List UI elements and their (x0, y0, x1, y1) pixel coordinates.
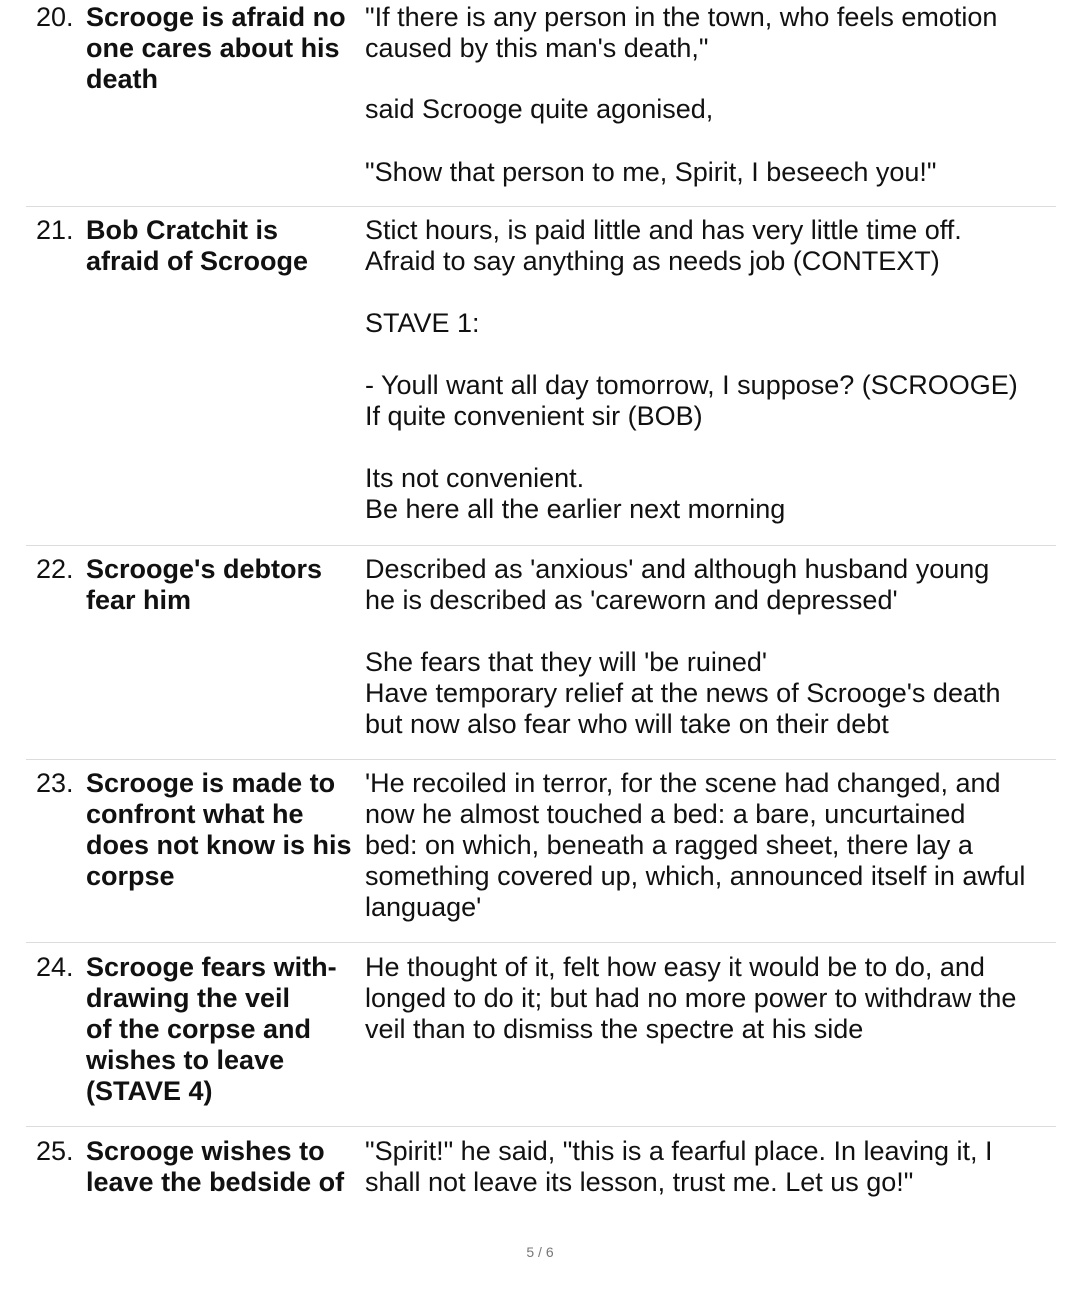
text-line: Stict hours, is paid little and has very little time off. (365, 215, 962, 245)
text-line: bed: on which, beneath a ragged sheet, there lay a (365, 830, 973, 860)
text-line: Its not convenient. (365, 463, 585, 493)
entry-number: 22. (36, 554, 74, 584)
quote-paragraph (365, 157, 936, 188)
text-line: "Show that person to me, Spirit, I beseech you!" (365, 157, 937, 187)
text-line: shall not leave its lesson, trust me. Let us go!" (365, 1167, 914, 1197)
entry-number: 24. (36, 952, 74, 982)
text-line: STAVE 1: (365, 308, 480, 338)
text-line: "Spirit!" he said, "this is a fearful place. In leaving it, I (365, 1136, 993, 1166)
quote-paragraph (365, 94, 713, 125)
text-line: Be here all the earlier next morning (365, 494, 786, 524)
term-line: Scrooge's debtors (86, 554, 322, 584)
text-line: Described as 'anxious' and although husband young (365, 554, 990, 584)
divider (26, 1126, 1056, 1127)
text-line: "If there is any person in the town, who feels emotion (365, 2, 998, 32)
term-line: leave the bedside of (86, 1167, 345, 1197)
quote-paragraph (365, 647, 1001, 740)
term-line: corpse (86, 861, 175, 891)
entry-term (86, 215, 371, 277)
term-line: Scrooge wishes to (86, 1136, 325, 1166)
text-line: Have temporary relief at the news of Scrooge's death (365, 678, 1001, 708)
text-line: He thought of it, felt how easy it would be to do, and (365, 952, 985, 982)
entry-term (86, 952, 371, 1107)
text-line: language' (365, 892, 482, 922)
term-line: wishes to leave (86, 1045, 285, 1075)
term-line: drawing the veil (86, 983, 291, 1013)
text-line: longed to do it; but had no more power to withdraw the (365, 983, 1017, 1013)
divider (26, 942, 1056, 943)
term-line: does not know is his (86, 830, 352, 860)
entry-term (86, 554, 371, 616)
divider (26, 206, 1056, 207)
term-line: afraid of Scrooge (86, 246, 309, 276)
entry-number: 20. (36, 2, 74, 32)
term-line: confront what he (86, 799, 304, 829)
entry-term (86, 2, 371, 95)
text-line: he is described as 'careworn and depressed' (365, 585, 898, 615)
text-line: - Youll want all day tomorrow, I suppose? (SCROOGE) (365, 370, 1018, 400)
term-line: Scrooge is made to (86, 768, 336, 798)
term-line: (STAVE 4) (86, 1076, 213, 1106)
quote-paragraph (365, 2, 997, 64)
text-line: Afraid to say anything as needs job (CONTEXT) (365, 246, 940, 276)
quote-paragraph (365, 768, 1025, 923)
quote-paragraph (365, 1136, 993, 1198)
text-line: caused by this man's death," (365, 33, 709, 63)
quote-paragraph (365, 952, 1016, 1045)
text-line: If quite convenient sir (BOB) (365, 401, 703, 431)
page-indicator: 5 / 6 (526, 1244, 554, 1260)
quote-paragraph (365, 370, 1018, 432)
term-line: Bob Cratchit is (86, 215, 279, 245)
text-line: now he almost touched a bed: a bare, uncurtained (365, 799, 966, 829)
quote-paragraph (365, 308, 480, 339)
text-line: something covered up, which, announced itself in awful (365, 861, 1026, 891)
text-line: said Scrooge quite agonised, (365, 94, 714, 124)
text-line: 'He recoiled in terror, for the scene had changed, and (365, 768, 1001, 798)
text-line: She fears that they will 'be ruined' (365, 647, 768, 677)
entry-term (86, 1136, 371, 1198)
quote-paragraph (365, 463, 785, 525)
term-line: fear him (86, 585, 192, 615)
quote-paragraph (365, 554, 989, 616)
divider (26, 759, 1056, 760)
term-line: death (86, 64, 159, 94)
entry-number: 23. (36, 768, 74, 798)
entry-number: 25. (36, 1136, 74, 1166)
entry-term (86, 768, 371, 892)
term-line: of the corpse and (86, 1014, 312, 1044)
term-line: Scrooge fears with- (86, 952, 337, 982)
term-line: one cares about his (86, 33, 340, 63)
divider (26, 545, 1056, 546)
text-line: but now also fear who will take on their debt (365, 709, 889, 739)
text-line: veil than to dismiss the spectre at his side (365, 1014, 864, 1044)
term-line: Scrooge is afraid no (86, 2, 346, 32)
entry-number: 21. (36, 215, 74, 245)
quote-paragraph (365, 215, 962, 277)
